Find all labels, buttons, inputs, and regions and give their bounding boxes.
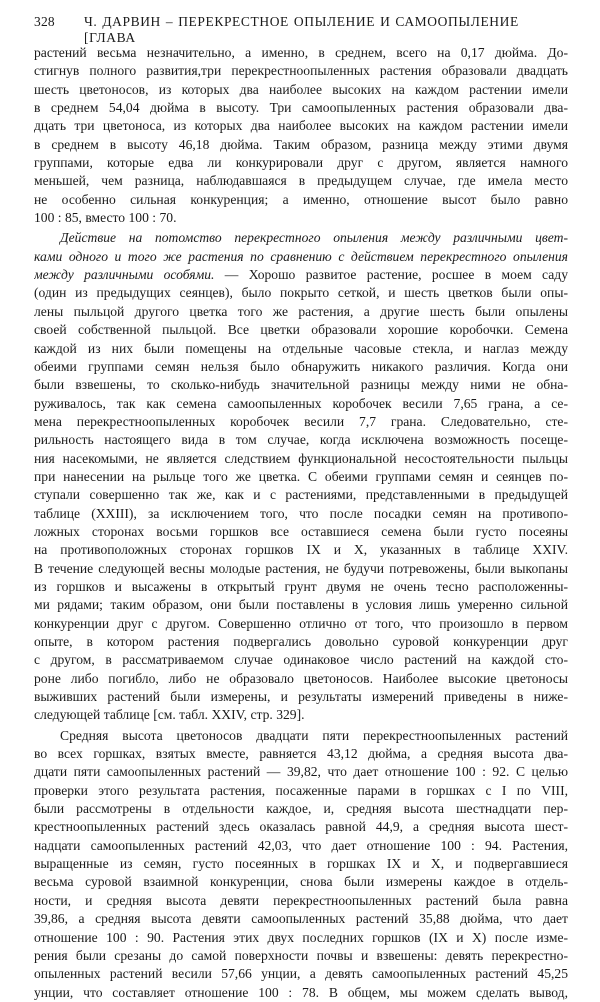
text-line: во всех горшках, взятых вместе, равняется 43,12 дюйма, а средняя высота два- (34, 746, 568, 762)
text-line: были взвешены, то сколько-нибудь значительной разницы между ними не обна- (34, 377, 568, 393)
text-line: ступали совершенно так же, как и с растениями, представленными в предыдущей (34, 487, 568, 503)
section-heading-end: между различными особями. (34, 267, 215, 283)
text-line: проверки этого результата растения, посаженные парами в горшках с I по VIII, (34, 782, 568, 798)
text-line: Средняя высота цветоносов двадцати пяти перекрестноопыленных растений (60, 727, 568, 743)
text-line: руживалось, так как семена самоопыленных коробочек весили 7,65 грана, а се- (34, 395, 568, 411)
text-line: выращенные из семян, густо посеянных в горшках IX и X, и подвергавшиеся (34, 856, 568, 872)
text-line: таблице (XXIII), за исключением того, что после посадки семян на противопо- (34, 505, 568, 521)
text-line: своей собственной пыльцой. Все цветки образовали хорошие коробочки. Семена (34, 322, 568, 338)
page-header (34, 14, 568, 45)
lead-text: — Хорошо развитое растение, росшее в моем саду (214, 267, 568, 283)
text-line: весьма суровой взаимной конкуренции, снова были измерены каждое в отдель- (34, 874, 568, 890)
text-line: 39,86, а средняя высота девяти самоопыленных растений 35,88 дюйма, что дает (34, 911, 568, 927)
text-line: крестноопыленных растений здесь оказалась равной 44,9, а средняя высота шест- (34, 819, 568, 835)
page-number: 328 (34, 14, 55, 29)
text-line: рильность настоящего вида в том случае, когда исключена возможность посеще- (34, 432, 568, 448)
text-line: В течение следующей весны молодые растения, не будучи потревожены, были выкопаны (34, 560, 568, 576)
paragraph-3 (34, 727, 568, 1002)
section-heading-line: Действие на потомство перекрестного опыления между различными цвет- (60, 230, 568, 246)
text-line: опыленных растений весили 57,66 унции, а девять самоопыленных растений 45,25 (34, 966, 568, 982)
paragraph-2 (34, 229, 568, 724)
text-line: ния насекомыми, не является следствием функциональной несостоятельности пыльцы (34, 450, 568, 466)
text-line: меньшей, чем разница, наблюдавшаяся в предыдущем случае, где имела место (34, 173, 568, 189)
text-line: обеими группами семян нельзя было обнаружить никакого различия. Когда они (34, 358, 568, 374)
running-head: Ч. ДАРВИН – ПЕРЕКРЕСТНОЕ ОПЫЛЕНИЕ И САМООПЫЛЕНИЕ [ГЛАВА (84, 14, 519, 45)
text-line: следующей таблице [см. табл. XXIV, стр. 329]. (34, 707, 305, 723)
text-line: не особенно сильная конкуренция; а именно, отношение высот было равно (34, 191, 568, 207)
text-line: конкуренции друг с другом. Совершенно отлично от того, что произошло в первом (34, 615, 568, 631)
text-line: были рассмотрены в отдельности каждое, и, средняя высота шестнадцати пер- (34, 801, 568, 817)
text-line: стигнув полного развития,три перекрестноопыленных растения образовали двадцать (34, 63, 568, 79)
book-page (34, 14, 568, 1002)
text-line: отношение 100 : 90. Растения этих двух последних горшков (IX и X) после изме- (34, 929, 568, 945)
text-line: лены пыльцой другого цветка того же растения, а другие шесть были опылены (34, 303, 568, 319)
text-line: унции, что составляет отношение 100 : 78. В общем, мы можем сделать вывод, (34, 984, 568, 1000)
text-line: из горшков и высажены в открытый грунт двумя не очень тесно расположенны- (34, 578, 568, 594)
section-heading-lead-line (34, 266, 568, 284)
text-line: 100 : 85, вместо 100 : 70. (34, 210, 177, 226)
text-line: мена перекрестноопыленных коробочек весили 7,7 грана. Следовательно, сте- (34, 413, 568, 429)
text-line: опыте, в котором растения подвергались довольно суровой конкуренции друг (34, 634, 568, 649)
text-line: дцати пяти самоопыленных растений — 39,82, что дает отношение 100 : 92. С целью (34, 764, 568, 780)
text-line: ми рядами; таким образом, они были поставлены в условия лишь умеренно сильной (34, 597, 568, 613)
text-line: на противоположных сторонах горшков IX и X, указанных в таблице XXIV. (34, 542, 568, 558)
text-line: (один из предыдущих сеянцев), было покрыто сеткой, и шесть цветков были опы- (34, 285, 568, 301)
section-heading-line: ками одного и того же растения по сравнению с действием перекрестного опыления (34, 248, 568, 264)
text-line: растений весьма незначительно, а именно, в среднем, всего на 0,17 дюйма. До- (34, 45, 568, 60)
text-line: ности, и средняя высота девяти перекрестноопыленных растений была равна (34, 892, 568, 908)
text-line: каждой из них были помещены на отдельные часовые стекла, и наглаз между (34, 340, 568, 356)
text-line: надцати самоопыленных растений 42,03, что дает отношение 100 : 94. Растения, (34, 837, 568, 853)
text-line: ложных сторонах восьми горшков все оставшиеся семена были густо посеяны (34, 523, 568, 539)
text-line: дцать три цветоноса, из которых два наиболее высоких на каждом растении имели (34, 118, 568, 134)
paragraph-1 (34, 44, 568, 227)
text-line: при нанесении на рыльце того же цветка. С обеими группами семян и сеянцев по- (34, 468, 568, 484)
text-line: группами, которые едва ли конкурировали друг с другом, является намного (34, 155, 568, 171)
text-line: роне либо погибло, либо не образовало цветоносов. Наиболее высокие цветоносы (34, 670, 568, 686)
text-line: с другом, в рассматриваемом случае одинаковое число растений на каждой сто- (34, 652, 568, 668)
text-line: выживших растений были измерены, и результаты измерений приведены в ниже- (34, 689, 568, 705)
text-line: шесть цветоносов, из которых два наиболее высоких на каждом растении имели (34, 81, 568, 97)
text-line: в среднем 54,04 дюйма в высоту. Три самоопыленных растения образовали два- (34, 100, 568, 116)
text-line: в среднем в высоту 46,18 дюйма. Таким образом, разница между этими двумя (34, 136, 568, 152)
text-line: рения были срезаны до самой поверхности почвы и взвешены: девять перекрестно- (34, 947, 568, 963)
